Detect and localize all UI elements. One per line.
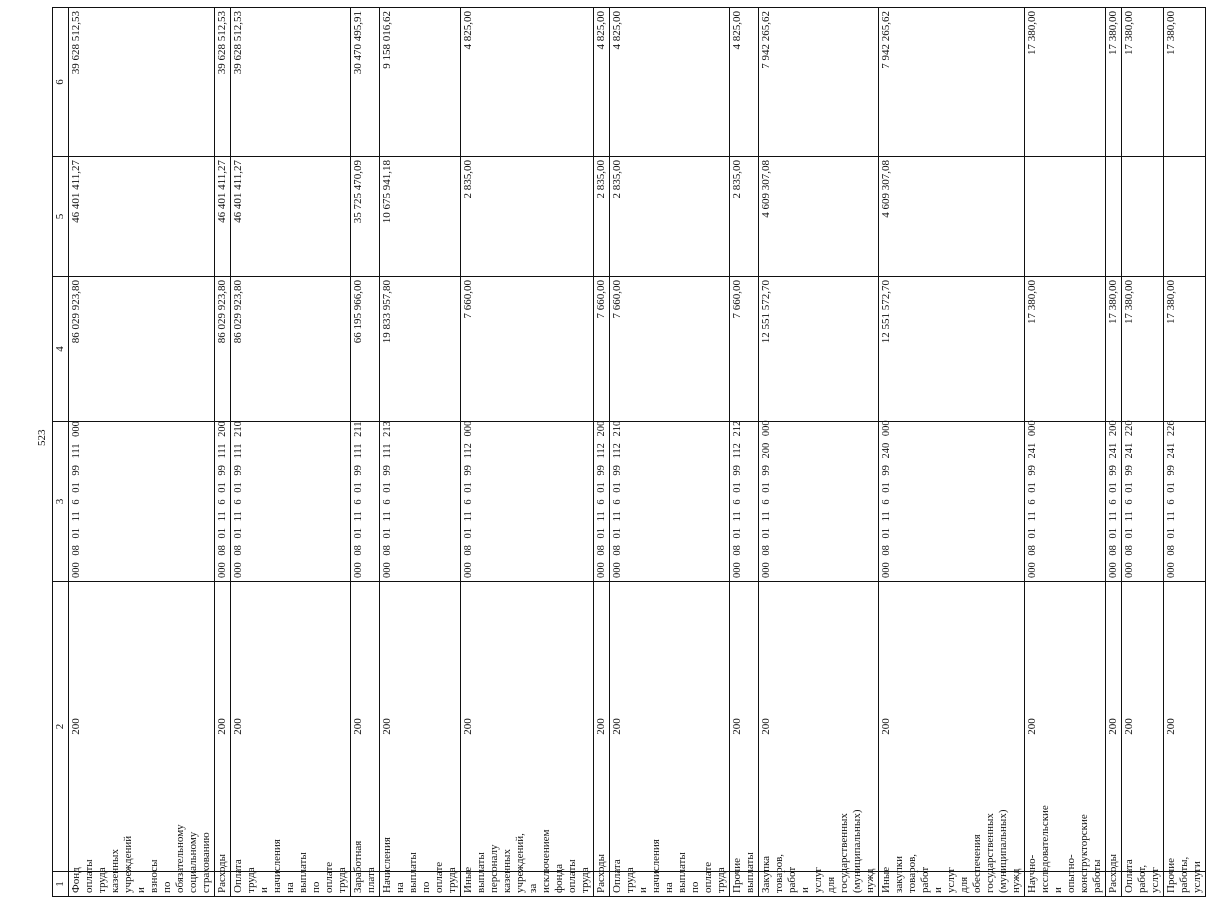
row-col5-cell: 4 609 307,08 xyxy=(759,157,879,277)
table-row xyxy=(1164,8,1206,897)
row-kbk-cell: 000 08 01 11 6 01 99 241 200 xyxy=(1106,422,1122,582)
row-code-cell: 200 xyxy=(1025,582,1106,872)
table-row xyxy=(380,8,461,897)
row-name-cell: Иные выплаты персоналу казенных учреждений, за исключением фонда оплаты труда xyxy=(461,872,594,897)
table-row xyxy=(215,8,231,897)
row-col6-cell: 39 628 512,53 xyxy=(231,8,351,157)
row-col4-cell: 17 380,00 xyxy=(1164,277,1206,422)
header-cell-2: 2 xyxy=(53,582,69,872)
row-col4-cell: 7 660,00 xyxy=(730,277,759,422)
row-col5-cell: 2 835,00 xyxy=(461,157,594,277)
table-header-row xyxy=(53,8,69,897)
page-number: 523 xyxy=(36,429,48,446)
row-code-cell: 200 xyxy=(594,582,610,872)
row-col5-cell: 2 835,00 xyxy=(610,157,730,277)
row-code-cell: 200 xyxy=(380,582,461,872)
row-col4-cell: 7 660,00 xyxy=(594,277,610,422)
row-col6-cell: 39 628 512,53 xyxy=(215,8,231,157)
table-row xyxy=(594,8,610,897)
header-cell-6: 6 xyxy=(53,8,69,157)
table-row xyxy=(759,8,879,897)
row-code-cell: 200 xyxy=(730,582,759,872)
row-kbk-cell: 000 08 01 11 6 01 99 111 211 xyxy=(351,422,380,582)
row-code-cell: 200 xyxy=(1164,582,1206,872)
report-table-container xyxy=(52,7,1203,897)
row-kbk-cell: 000 08 01 11 6 01 99 241 000 xyxy=(1025,422,1106,582)
row-col6-cell: 17 380,00 xyxy=(1025,8,1106,157)
row-name-cell: Заработная плата xyxy=(351,872,380,897)
row-col5-cell xyxy=(1025,157,1106,277)
row-col4-cell: 12 551 572,70 xyxy=(759,277,879,422)
row-name-cell: Прочие выплаты xyxy=(730,872,759,897)
row-name-cell: Иные закупки товаров, работ и услуг для обеспечения государственных (муниципальных) нужд xyxy=(879,872,1025,897)
row-kbk-cell: 000 08 01 11 6 01 99 111 210 xyxy=(231,422,351,582)
row-col4-cell: 7 660,00 xyxy=(610,277,730,422)
table-row xyxy=(879,8,1025,897)
row-col6-cell: 4 825,00 xyxy=(594,8,610,157)
row-col6-cell: 4 825,00 xyxy=(730,8,759,157)
table-row xyxy=(1122,8,1164,897)
row-code-cell: 200 xyxy=(461,582,594,872)
table-row xyxy=(610,8,730,897)
row-name-cell: Начисления на выплаты по оплате труда xyxy=(380,872,461,897)
row-kbk-cell: 000 08 01 11 6 01 99 112 210 xyxy=(610,422,730,582)
row-code-cell: 200 xyxy=(610,582,730,872)
report-table-body xyxy=(53,8,1206,897)
row-name-cell: Расходы xyxy=(1106,872,1122,897)
row-name-cell: Расходы xyxy=(594,872,610,897)
table-row xyxy=(730,8,759,897)
report-table xyxy=(52,7,1206,897)
row-kbk-cell: 000 08 01 11 6 01 99 112 212 xyxy=(730,422,759,582)
row-name-cell: Оплата работ, услуг xyxy=(1122,872,1164,897)
row-kbk-cell: 000 08 01 11 6 01 99 241 226 xyxy=(1164,422,1206,582)
row-kbk-cell: 000 08 01 11 6 01 99 111 000 xyxy=(69,422,215,582)
row-code-cell: 200 xyxy=(351,582,380,872)
row-name-cell: Закупка товаров, работ и услуг для государственных (муниципальных) нужд xyxy=(759,872,879,897)
row-col4-cell: 17 380,00 xyxy=(1106,277,1122,422)
row-col6-cell: 39 628 512,53 xyxy=(69,8,215,157)
row-name-cell: Оплата труда и начисления на выплаты по оплате труда xyxy=(231,872,351,897)
table-row xyxy=(1106,8,1122,897)
row-col4-cell: 17 380,00 xyxy=(1025,277,1106,422)
row-code-cell: 200 xyxy=(759,582,879,872)
row-kbk-cell: 000 08 01 11 6 01 99 200 000 xyxy=(759,422,879,582)
row-col5-cell: 2 835,00 xyxy=(730,157,759,277)
row-col6-cell: 17 380,00 xyxy=(1106,8,1122,157)
row-name-cell: Фонд оплаты труда казенных учреждений и взносы по обязательному социальному страхованию xyxy=(69,872,215,897)
row-col5-cell: 35 725 470,09 xyxy=(351,157,380,277)
row-col6-cell: 17 380,00 xyxy=(1122,8,1164,157)
row-col4-cell: 66 195 966,00 xyxy=(351,277,380,422)
row-kbk-cell: 000 08 01 11 6 01 99 112 000 xyxy=(461,422,594,582)
table-row xyxy=(69,8,215,897)
row-col4-cell: 17 380,00 xyxy=(1122,277,1164,422)
row-col4-cell: 12 551 572,70 xyxy=(879,277,1025,422)
row-kbk-cell: 000 08 01 11 6 01 99 111 213 xyxy=(380,422,461,582)
row-kbk-cell: 000 08 01 11 6 01 99 241 220 xyxy=(1122,422,1164,582)
row-col4-cell: 7 660,00 xyxy=(461,277,594,422)
row-col4-cell: 86 029 923,80 xyxy=(231,277,351,422)
row-col5-cell: 46 401 411,27 xyxy=(231,157,351,277)
row-code-cell: 200 xyxy=(879,582,1025,872)
row-kbk-cell: 000 08 01 11 6 01 99 112 200 xyxy=(594,422,610,582)
row-name-cell: Оплата труда и начисления на выплаты по оплате труда xyxy=(610,872,730,897)
row-kbk-cell: 000 08 01 11 6 01 99 240 000 xyxy=(879,422,1025,582)
row-col5-cell: 2 835,00 xyxy=(594,157,610,277)
table-row xyxy=(351,8,380,897)
row-col6-cell: 17 380,00 xyxy=(1164,8,1206,157)
row-name-cell: Прочие работы, услуги xyxy=(1164,872,1206,897)
row-code-cell: 200 xyxy=(69,582,215,872)
row-kbk-cell: 000 08 01 11 6 01 99 111 200 xyxy=(215,422,231,582)
row-col5-cell: 46 401 411,27 xyxy=(69,157,215,277)
table-row xyxy=(461,8,594,897)
table-row xyxy=(231,8,351,897)
row-code-cell: 200 xyxy=(215,582,231,872)
header-cell-5: 5 xyxy=(53,157,69,277)
row-col6-cell: 7 942 265,62 xyxy=(879,8,1025,157)
table-row xyxy=(1025,8,1106,897)
row-col6-cell: 4 825,00 xyxy=(610,8,730,157)
row-code-cell: 200 xyxy=(231,582,351,872)
header-cell-1: 1 xyxy=(53,872,69,897)
row-col6-cell: 7 942 265,62 xyxy=(759,8,879,157)
row-col5-cell: 10 675 941,18 xyxy=(380,157,461,277)
row-col5-cell xyxy=(1106,157,1122,277)
row-col4-cell: 86 029 923,80 xyxy=(215,277,231,422)
row-name-cell: Расходы xyxy=(215,872,231,897)
row-col4-cell: 86 029 923,80 xyxy=(69,277,215,422)
row-name-cell: Научно-исследовательские и опытно-конструкторские работы xyxy=(1025,872,1106,897)
row-col5-cell: 4 609 307,08 xyxy=(879,157,1025,277)
header-cell-3: 3 xyxy=(53,422,69,582)
row-code-cell: 200 xyxy=(1106,582,1122,872)
row-code-cell: 200 xyxy=(1122,582,1164,872)
row-col5-cell xyxy=(1164,157,1206,277)
row-col5-cell xyxy=(1122,157,1164,277)
row-col4-cell: 19 833 957,80 xyxy=(380,277,461,422)
header-cell-4: 4 xyxy=(53,277,69,422)
row-col6-cell: 30 470 495,91 xyxy=(351,8,380,157)
row-col6-cell: 4 825,00 xyxy=(461,8,594,157)
row-col5-cell: 46 401 411,27 xyxy=(215,157,231,277)
row-col6-cell: 9 158 016,62 xyxy=(380,8,461,157)
